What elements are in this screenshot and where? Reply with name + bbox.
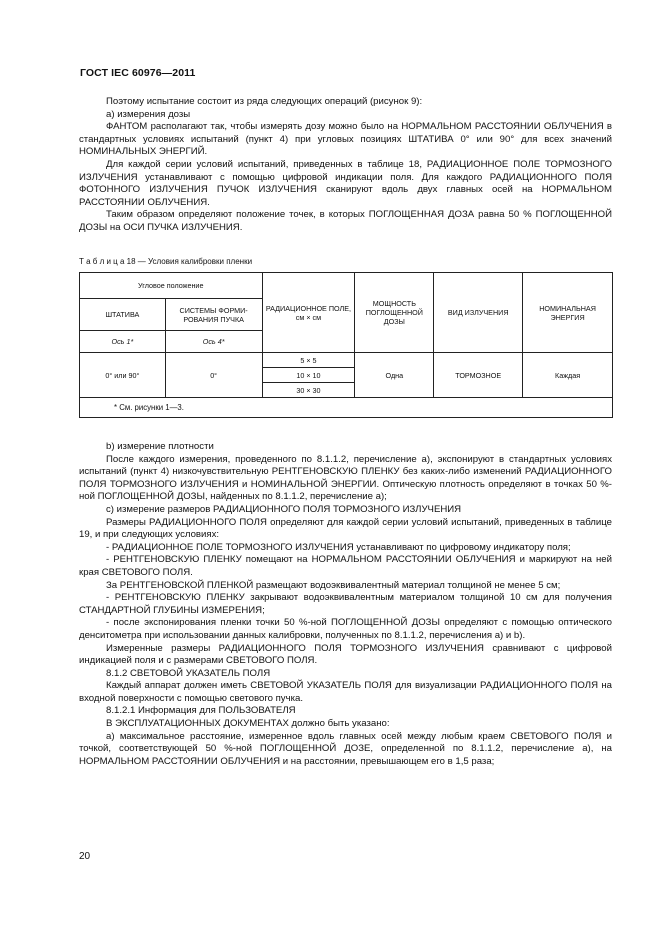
document-header: ГОСТ IEC 60976—2011 (80, 67, 196, 79)
list-item: - РАДИАЦИОННОЕ ПОЛЕ ТОРМОЗНОГО ИЗЛУЧЕНИЯ устанавливают по цифровому индикатору поля; (106, 541, 571, 553)
section-heading: 8.1.2 СВЕТОВОЙ УКАЗАТЕЛЬ ПОЛЯ (106, 667, 271, 679)
list-item: с) измерение размеров РАДИАЦИОННОГО ПОЛЯ ТОРМОЗНОГО ИЗЛУЧЕНИЯ (106, 503, 462, 515)
energy-value-cell: Каждая (523, 353, 613, 398)
section-heading: 8.1.2.1 Информация для ПОЛЬЗОВАТЕЛЯ (106, 705, 296, 717)
paragraph: ФАНТОМ располагают так, чтобы измерять дозу можно было на НОРМАЛЬНОМ РАССТОЯНИИ ОБЛУЧЕНИЯ в стандартных условиях испытаний (пункт 4) при угловых позициях ШТАТИВА 0° или 90° для всех значений НОМИНАЛЬНЫХ ЭНЕРГИЙ. (79, 121, 612, 158)
list-item: - после экспонирования пленки точки 50 %-ной ПОГЛОЩЕННОЙ ДОЗЫ определяют с помощью оптического денситометра при использовании данных калибровки, полученных по 8.1.1.2, перечисления а) и b). (79, 617, 612, 641)
list-item: - РЕНТГЕНОВСКУЮ ПЛЕНКУ помещают на НОРМАЛЬНОМ РАССТОЯНИИ ОБЛУЧЕНИЯ и маркируют на ней края СВЕТОВОГО ПОЛЯ. (79, 554, 612, 578)
paragraph: После каждого измерения, проведенного по 8.1.1.2, перечисление а), экспонируют в стандартных условиях испытаний (пункт 4) низкочувствительную РЕНТГЕНОВСКУЮ ПЛЕНКУ без каких-либо изменений РАДИАЦИОННОГО ПОЛЯ ТОРМОЗНОГО ИЗЛУЧЕНИЯ и НОМИНАЛЬНОЙ ЭНЕРГИИ. Оптическую плотность определяют в точках 50 %-ной ПОГЛОЩЕННОЙ ДОЗЫ, найденных по 8.1.1.2, перечисление а); (79, 453, 612, 503)
header-dose-rate: МОЩНОСТЬ ПОГЛОЩЕННОЙ ДОЗЫ (355, 273, 434, 353)
paragraph: Размеры РАДИАЦИОННОГО ПОЛЯ определяют для каждой серии условий испытаний, приведенных в таблице 19, и при следующих условиях: (79, 516, 612, 541)
paragraph: Измеренные размеры РАДИАЦИОННОГО ПОЛЯ ТОРМОЗНОГО ИЗЛУЧЕНИЯ сравнивают с цифровой индикацией поля и с размерами СВЕТОВОГО ПОЛЯ. (79, 642, 612, 667)
header-gantry: ШТАТИВА (80, 299, 166, 331)
paragraph: Поэтому испытание состоит из ряда следующих операций (рисунок 9): (106, 96, 423, 107)
header-field: РАДИАЦИОННОЕ ПОЛЕ, см × см (262, 273, 355, 353)
header-collimator: СИСТЕМЫ ФОРМИ-РОВАНИЯ ПУЧКА (165, 299, 262, 331)
gantry-value-cell: 0° или 90° (80, 353, 166, 398)
page-number: 20 (79, 851, 91, 862)
radiation-value-cell: ТОРМОЗНОЕ (434, 353, 523, 398)
paragraph: Для каждой серии условий испытаний, приведенных в таблице 18, РАДИАЦИОННОЕ ПОЛЕ ТОРМОЗНОГО ИЗЛУЧЕНИЯ устанавливают с помощью цифровой индикации поля. Для каждого РАДИАЦИОННОГО ПОЛЯ ФОТОННОГО ИЗЛУЧЕНИЯ ПУЧОК ИЗЛУЧЕНИЯ сканируют вдоль двух главных осей на НОРМАЛЬНОМ РАССТОЯНИИ ОБЛУЧЕНИЯ. (79, 158, 612, 208)
header-energy: НОМИНАЛЬНАЯ ЭНЕРГИЯ (523, 273, 613, 353)
paragraph: Каждый аппарат должен иметь СВЕТОВОЙ УКАЗАТЕЛЬ ПОЛЯ для визуализации РАДИАЦИОННОГО ПОЛЯ на входной поверхности с помощью светового пучка. (79, 680, 612, 704)
paragraph: В ЭКСПЛУАТАЦИОННЫХ ДОКУМЕНТАХ должно быть указано: (106, 718, 390, 730)
field-cell: 5 × 5 (262, 353, 355, 368)
dose-rate-value-cell: Одна (355, 353, 434, 398)
header-radiation: ВИД ИЗЛУЧЕНИЯ (434, 273, 523, 353)
list-item: а) измерения дозы (106, 108, 191, 120)
field-cell: 10 × 10 (262, 368, 355, 383)
intro-section (79, 96, 612, 235)
paragraph: За РЕНТГЕНОВСКОЙ ПЛЕНКОЙ размещают водоэквивалентный материал толщиной не менее 5 см; (106, 579, 561, 591)
field-cell: 30 × 30 (262, 383, 355, 398)
axis-gantry-cell: Ось 1* (80, 331, 166, 353)
list-item: а) максимальное расстояние, измеренное вдоль главных осей между любым краем СВЕТОВОГО ПОЛЯ и точкой, соответствующей 50 %-ной ПОГЛОЩЕННОЙ ДОЗЕ, определенной по 8.1.1.2, перечисление а), на НОРМАЛЬНОМ РАССТОЯНИИ ОБЛУЧЕНИЯ и на расстоянии, превышающем его в 1,5 раза; (79, 730, 612, 767)
collimator-value-cell: 0° (165, 353, 262, 398)
paragraph: Таким образом определяют положение точек, в которых ПОГЛОЩЕННАЯ ДОЗА равна 50 % ПОГЛОЩЕННОЙ ДОЗЫ на ОСИ ПУЧКА ИЗЛУЧЕНИЯ. (79, 209, 612, 233)
table-footnote: * См. рисунки 1—3. (80, 398, 613, 418)
calibration-table (79, 272, 613, 418)
table-caption: Т а б л и ц а 18 — Условия калибровки пленки (79, 257, 253, 266)
main-section (79, 441, 612, 768)
list-item: - РЕНТГЕНОВСКУЮ ПЛЕНКУ закрывают водоэквивалентным материалом толщиной 10 см для получения СТАНДАРТНОЙ ГЛУБИНЫ ИЗМЕРЕНИЯ; (79, 592, 612, 616)
list-item: b) измерение плотности (106, 441, 214, 452)
axis-collimator-cell: Ось 4* (165, 331, 262, 353)
header-angular-position: Угловое положение (80, 273, 263, 299)
